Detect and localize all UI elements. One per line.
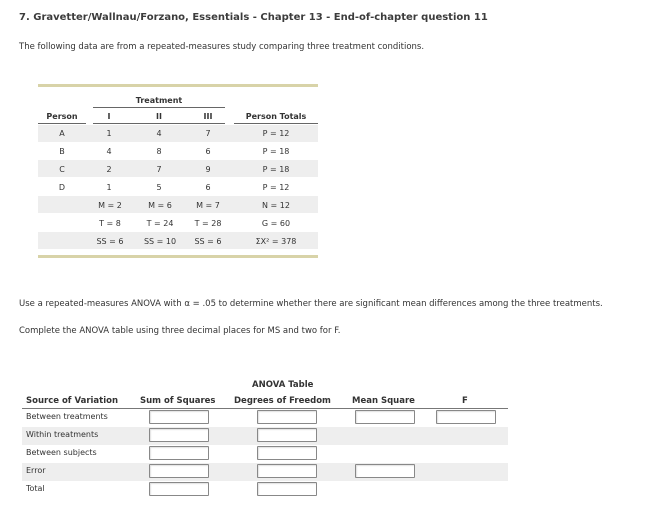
anova-header-ss: Sum of Squares	[140, 396, 216, 406]
value-cell: 2	[106, 165, 112, 174]
df-between-subjects-input[interactable]	[257, 446, 317, 460]
person-total: P = 12	[262, 183, 290, 192]
ss-within-treatments-input[interactable]	[149, 428, 209, 442]
summary-cell: M = 7	[196, 201, 220, 210]
col-header-person-totals: Person Totals	[245, 112, 307, 121]
value-cell: 9	[205, 165, 211, 174]
summary-cell: N = 12	[262, 201, 290, 210]
person-d: D	[58, 183, 66, 192]
df-error-input[interactable]	[257, 464, 317, 478]
col-header-iii: III	[203, 112, 213, 121]
ss-between-treatments-input[interactable]	[149, 410, 209, 424]
summary-cell: SS = 6	[194, 237, 222, 246]
f-between-treatments-input[interactable]	[436, 410, 496, 424]
data-table	[38, 84, 318, 258]
anova-header-f: F	[462, 396, 468, 406]
value-cell: 1	[106, 183, 112, 192]
col-header-ii: II	[156, 112, 162, 121]
summary-cell: M = 6	[148, 201, 172, 210]
source-between-treatments: Between treatments	[26, 412, 108, 421]
intro-text: The following data are from a repeated-measures study comparing three treatment conditions.	[19, 42, 425, 52]
ss-between-subjects-input[interactable]	[149, 446, 209, 460]
source-between-subjects: Between subjects	[26, 448, 97, 457]
value-cell: 4	[156, 129, 162, 138]
value-cell: 1	[106, 129, 112, 138]
anova-table-title: ANOVA Table	[252, 380, 314, 390]
ms-between-treatments-input[interactable]	[355, 410, 415, 424]
df-total-input[interactable]	[257, 482, 317, 496]
value-cell: 6	[205, 147, 211, 156]
summary-cell: T = 8	[99, 219, 121, 228]
ms-error-input[interactable]	[355, 464, 415, 478]
source-within-treatments: Within treatments	[26, 430, 99, 439]
treatment-underline	[93, 107, 225, 108]
df-between-treatments-input[interactable]	[257, 410, 317, 424]
summary-cell: T = 28	[194, 219, 222, 228]
anova-header-rule	[22, 408, 508, 409]
summary-cell: SS = 6	[96, 237, 124, 246]
header-rule	[234, 123, 318, 124]
person-a: A	[59, 129, 65, 138]
summary-cell: SS = 10	[143, 237, 177, 246]
anova-header-df: Degrees of Freedom	[234, 396, 331, 406]
ss-total-input[interactable]	[149, 482, 209, 496]
header-rule	[38, 123, 86, 124]
source-error: Error	[26, 466, 46, 475]
col-header-i: I	[107, 112, 111, 121]
table-top-border	[38, 84, 318, 87]
anova-header-ms: Mean Square	[352, 396, 415, 406]
table-bottom-border	[38, 255, 318, 258]
person-total: P = 18	[262, 147, 290, 156]
instruction-text-1: Use a repeated-measures ANOVA with α = .05 to determine whether there are significant mean differences among the three treatments.	[19, 299, 603, 309]
value-cell: 7	[205, 129, 211, 138]
summary-cell: ΣX² = 378	[255, 237, 297, 246]
col-header-person: Person	[46, 112, 78, 121]
person-b: B	[59, 147, 65, 156]
summary-cell: T = 24	[146, 219, 174, 228]
value-cell: 5	[156, 183, 162, 192]
header-rule	[93, 123, 225, 124]
instruction-text-2: Complete the ANOVA table using three decimal places for MS and two for F.	[19, 326, 341, 336]
df-within-treatments-input[interactable]	[257, 428, 317, 442]
question-title: 7. Gravetter/Wallnau/Forzano, Essentials - Chapter 13 - End-of-chapter question 11	[19, 12, 488, 23]
summary-cell: M = 2	[98, 201, 122, 210]
summary-cell: G = 60	[261, 219, 291, 228]
value-cell: 4	[106, 147, 112, 156]
person-total: P = 12	[262, 129, 290, 138]
anova-header-source: Source of Variation	[26, 396, 119, 406]
person-c: C	[59, 165, 65, 174]
ss-error-input[interactable]	[149, 464, 209, 478]
treatment-header: Treatment	[135, 96, 183, 105]
person-total: P = 18	[262, 165, 290, 174]
value-cell: 8	[156, 147, 162, 156]
value-cell: 6	[205, 183, 211, 192]
source-total: Total	[26, 484, 45, 493]
value-cell: 7	[156, 165, 162, 174]
